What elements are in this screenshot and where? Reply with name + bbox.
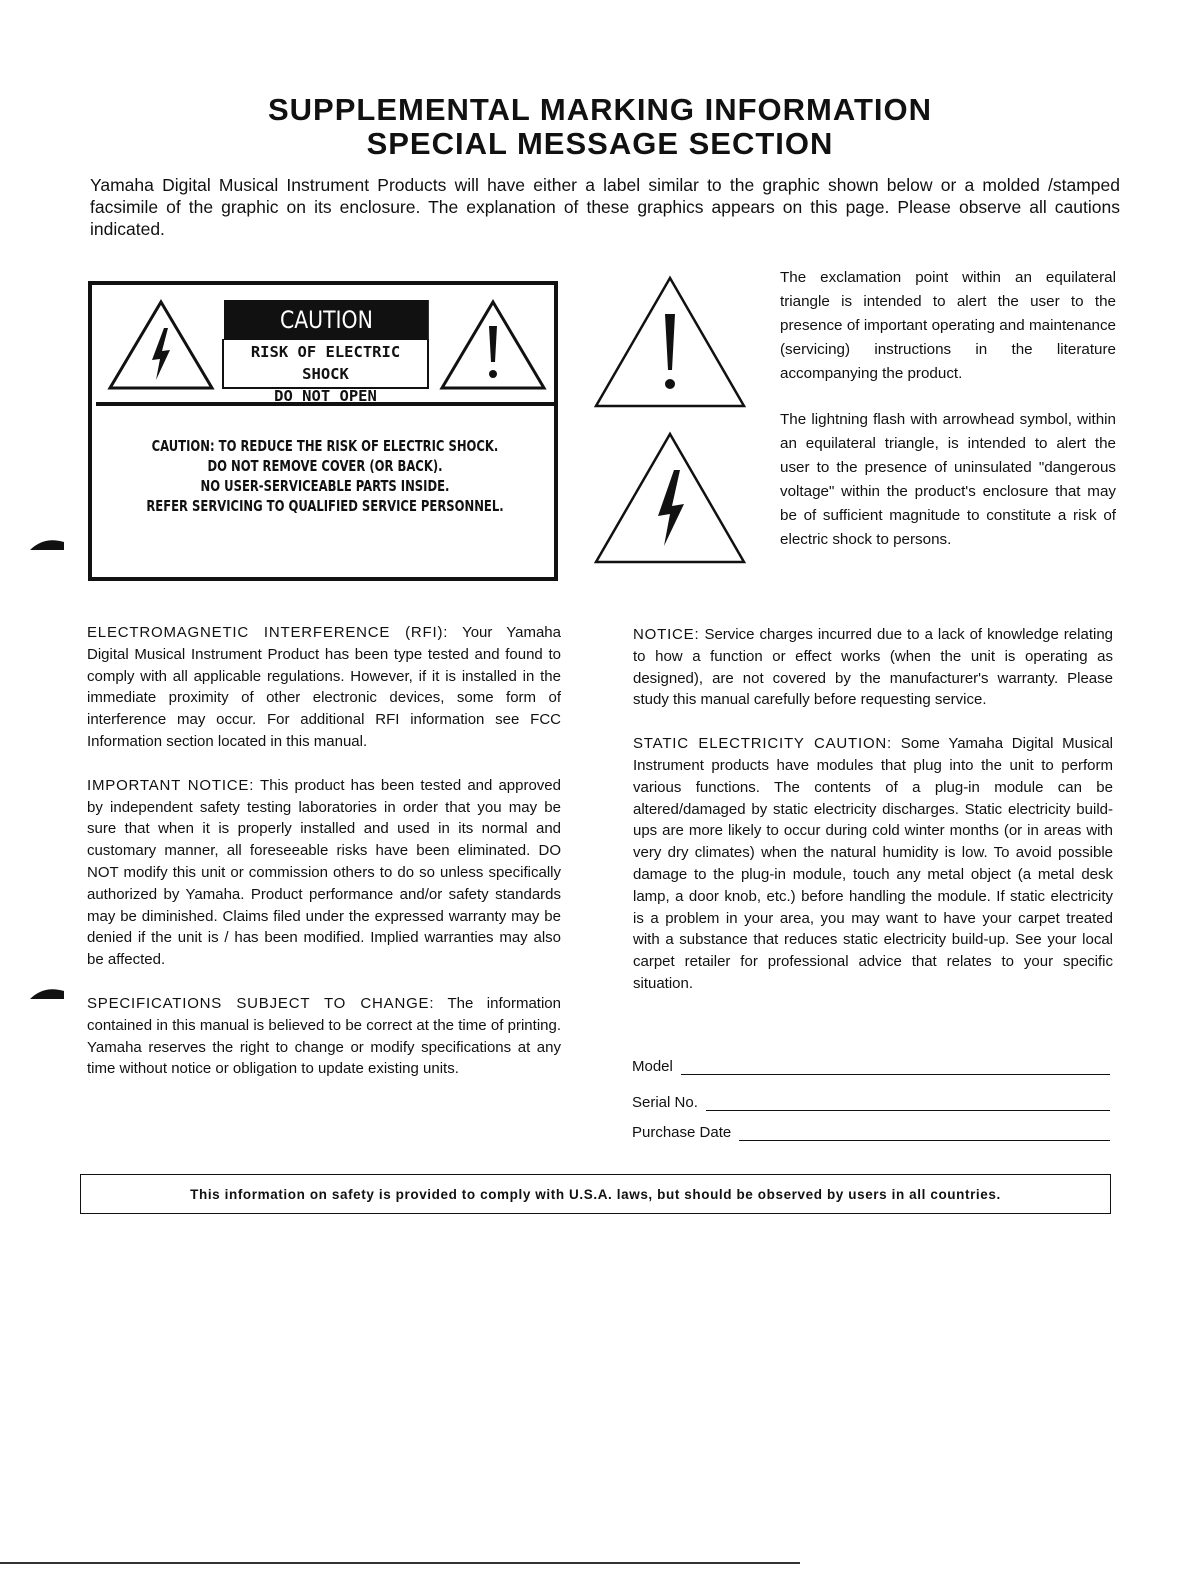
static-paragraph bbox=[633, 733, 1113, 995]
notice-paragraph bbox=[633, 624, 1113, 711]
binding-marker-icon bbox=[30, 985, 64, 999]
rfi-body: Your Yamaha Digital Musical Instrument Product has been type tested and found to comply with all applicable regulations. However, if it is installed in the immediate proximity of other electronic devices, some form of interference may occur. For additional RFI information see FCC Information section located in this manual. bbox=[87, 624, 561, 750]
rfi-paragraph bbox=[87, 622, 561, 753]
specs-body: The information contained in this manual is believed to be correct at the time of printing. Yamaha reserves the right to change or modify specifications at any time without notice or obligation to update existing units. bbox=[87, 994, 561, 1078]
binding-marker-icon bbox=[30, 536, 64, 550]
risk-box bbox=[222, 339, 429, 405]
footer-notice: This information on safety is provided to comply with U.S.A. laws, but should be observed by users in all countries. bbox=[80, 1174, 1111, 1214]
notice-lead: NOTICE: bbox=[633, 626, 700, 643]
caution-warning-text bbox=[132, 436, 519, 516]
specs-lead: SPECIFICATIONS SUBJECT TO CHANGE: bbox=[87, 994, 435, 1012]
warning-line-4: REFER SERVICING TO QUALIFIED SERVICE PERSONNEL. bbox=[146, 497, 504, 515]
large-exclamation-triangle-icon bbox=[592, 274, 748, 410]
serial-line[interactable] bbox=[706, 1096, 1110, 1111]
model-label: Model bbox=[632, 1058, 673, 1075]
exclamation-explanation: The exclamation point within an equilateral triangle is intended to alert the user to the presence of important operating and maintenance (servicing) instructions in the literature accompanying the product. bbox=[780, 269, 1116, 382]
lightning-explanation: The lightning flash with arrowhead symbol, within an equilateral triangle, is intended to alert the user to the presence of uninsulated "dangerous voltage" within the product's enclosure that may be of sufficient magnitude to constitute a risk of electric shock to persons. bbox=[780, 411, 1116, 548]
lightning-triangle-icon bbox=[106, 298, 216, 394]
scan-edge-line bbox=[0, 1562, 800, 1564]
model-line[interactable] bbox=[681, 1060, 1110, 1075]
notice-body: Service charges incurred due to a lack of knowledge relating to how a function or effect works (when the unit is operating as designed), are not covered by the manufacturer's warranty. Please study this manual carefully before requesting service. bbox=[633, 626, 1114, 709]
risk-line-1: RISK OF ELECTRIC SHOCK bbox=[250, 343, 401, 383]
serial-field[interactable] bbox=[632, 1094, 1110, 1111]
exclamation-triangle-icon bbox=[438, 298, 548, 394]
important-body: This product has been tested and approved by independent safety testing laboratories in order that you may be sure that when it is properly installed and used in its normal and customary manner, all foreseeable risks have been eliminated. DO NOT modify this unit or commission others to do so unless specifically authorized by Yamaha. Product performance and/or safety standards may be diminished. Claims filed under the expressed warranty may be denied if the unit is / has been modified. Implied warranties may also be affected. bbox=[87, 776, 561, 969]
caution-bar: CAUTION bbox=[224, 300, 429, 340]
warning-line-3: NO USER-SERVICEABLE PARTS INSIDE. bbox=[200, 477, 450, 495]
purchase-date-field[interactable] bbox=[632, 1124, 1110, 1141]
static-body: Some Yamaha Digital Musical Instrument products have modules that plug into the unit to perform various functions. The contents of a plug-in module can be altered/damaged by static electricity discharges. Static electricity build-ups are more likely to occur during cold winter months (or in areas with very dry climates) when the natural humidity is low. To avoid possible damage to the plug-in module, touch any metal object (a metal desk lamp, a door knob, etc.) before handling the module. If static electricity is a problem in your area, you may want to have your carpet treated with a substance that reduces static electricity build-up. See your local carpet retailer for professional advice that relates to your specific situation. bbox=[633, 735, 1113, 992]
purchase-line[interactable] bbox=[739, 1126, 1110, 1141]
important-lead: IMPORTANT NOTICE: bbox=[87, 776, 255, 794]
warning-line-2: DO NOT REMOVE COVER (OR BACK). bbox=[207, 457, 443, 475]
specs-paragraph bbox=[87, 993, 561, 1080]
risk-line-2: DO NOT OPEN bbox=[274, 387, 377, 405]
static-lead: STATIC ELECTRICITY CAUTION: bbox=[633, 735, 893, 753]
left-column bbox=[87, 622, 561, 1102]
page-title: SUPPLEMENTAL MARKING INFORMATION bbox=[267, 92, 933, 127]
serial-label: Serial No. bbox=[632, 1094, 698, 1111]
right-column bbox=[633, 624, 1113, 1017]
warning-line-1: CAUTION: TO REDUCE THE RISK OF ELECTRIC SHOCK. bbox=[151, 437, 499, 455]
intro-paragraph: Yamaha Digital Musical Instrument Products will have either a label similar to the graphic shown below or a molded /stamped facsimile of the graphic on its enclosure. The explanation of these graphics appears on this page. Please observe all cautions indicated. bbox=[90, 175, 1120, 239]
large-lightning-triangle-icon bbox=[592, 430, 748, 566]
purchase-label: Purchase Date bbox=[632, 1124, 732, 1141]
rfi-lead: ELECTROMAGNETIC INTERFERENCE (RFI): bbox=[87, 624, 449, 641]
page-subtitle: SPECIAL MESSAGE SECTION bbox=[366, 126, 834, 161]
important-notice-paragraph bbox=[87, 775, 561, 971]
model-field[interactable] bbox=[632, 1058, 1110, 1075]
